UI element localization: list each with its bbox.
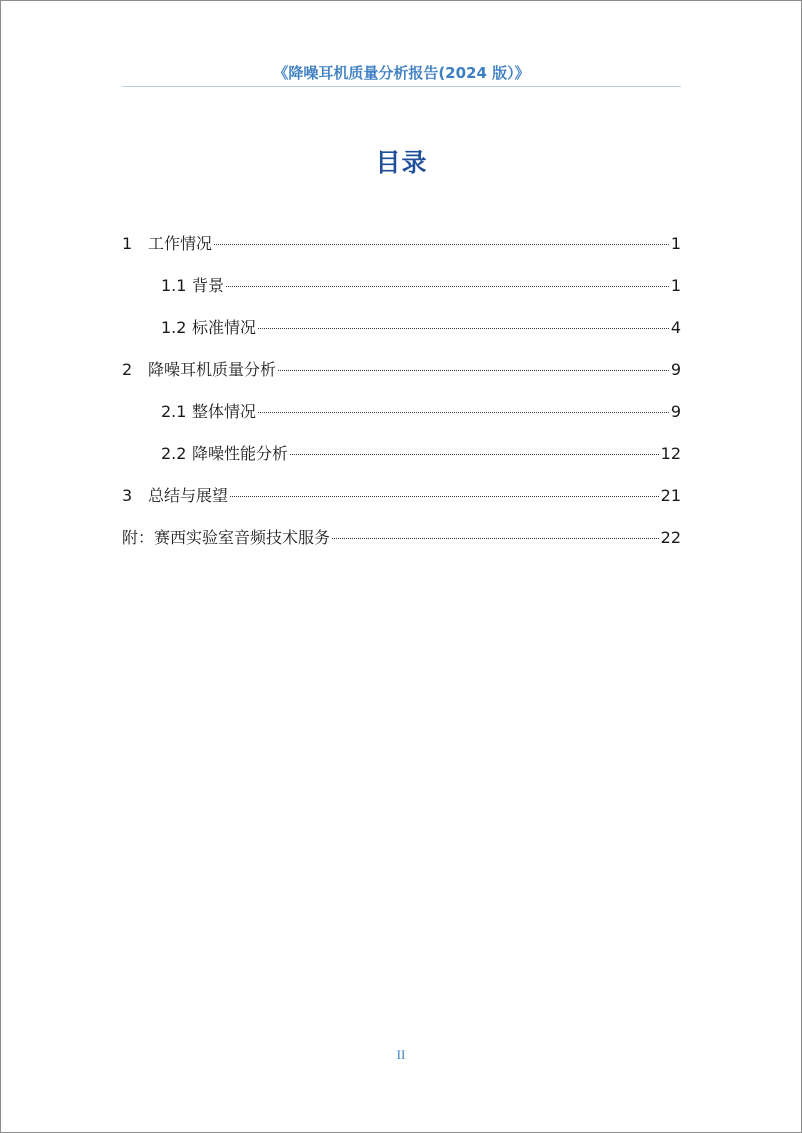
toc-entry-page: 1: [670, 234, 681, 253]
toc-entry-text: 附：赛西实验室音频技术服务: [122, 528, 331, 547]
toc-dot-leader: [258, 412, 669, 413]
toc-entry-1-1[interactable]: [122, 274, 681, 316]
toc-entry-appendix[interactable]: [122, 526, 681, 568]
toc-dot-leader: [278, 370, 669, 371]
toc-entry-text: 标准情况: [192, 318, 257, 337]
toc-entry-2-1[interactable]: [122, 400, 681, 442]
toc-entry-page: 9: [670, 402, 681, 421]
toc-entry-number: 2.2: [161, 444, 187, 463]
toc-entry-page: 9: [670, 360, 681, 379]
toc-dot-leader: [226, 286, 669, 287]
toc-entry-text: 降噪性能分析: [192, 444, 289, 463]
page-number: II: [396, 1047, 406, 1062]
toc-entry-1-2[interactable]: [122, 316, 681, 358]
toc-entry-number: 1.2: [161, 318, 187, 337]
toc-entry-1[interactable]: [122, 232, 681, 274]
toc-entry-3[interactable]: [122, 484, 681, 526]
toc-entry-page: 22: [660, 528, 681, 547]
toc-entry-number: 2.1: [161, 402, 187, 421]
toc-entry-page: 12: [660, 444, 681, 463]
toc-entry-text: 总结与展望: [148, 486, 229, 505]
running-header: 《降噪耳机质量分析报告(2024 版）》: [273, 64, 530, 82]
toc-dot-leader: [230, 496, 659, 497]
toc-dot-leader: [214, 244, 669, 245]
toc-entry-page: 4: [670, 318, 681, 337]
table-of-contents: [122, 232, 681, 568]
header-divider: [122, 86, 681, 87]
toc-entry-2-2[interactable]: [122, 442, 681, 484]
toc-dot-leader: [332, 538, 659, 539]
toc-entry-2[interactable]: [122, 358, 681, 400]
toc-entry-text: 整体情况: [192, 402, 257, 421]
toc-title: 目录: [375, 148, 428, 177]
toc-entry-number: 1: [122, 234, 133, 253]
toc-entry-text: 降噪耳机质量分析: [148, 360, 277, 379]
toc-entry-text: 背景: [192, 276, 225, 295]
toc-entry-number: 2: [122, 360, 133, 379]
toc-entry-page: 21: [660, 486, 681, 505]
toc-entry-text: 工作情况: [148, 234, 213, 253]
toc-entry-number: 3: [122, 486, 133, 505]
toc-dot-leader: [258, 328, 669, 329]
toc-entry-number: 1.1: [161, 276, 187, 295]
toc-entry-page: 1: [670, 276, 681, 295]
toc-dot-leader: [290, 454, 659, 455]
